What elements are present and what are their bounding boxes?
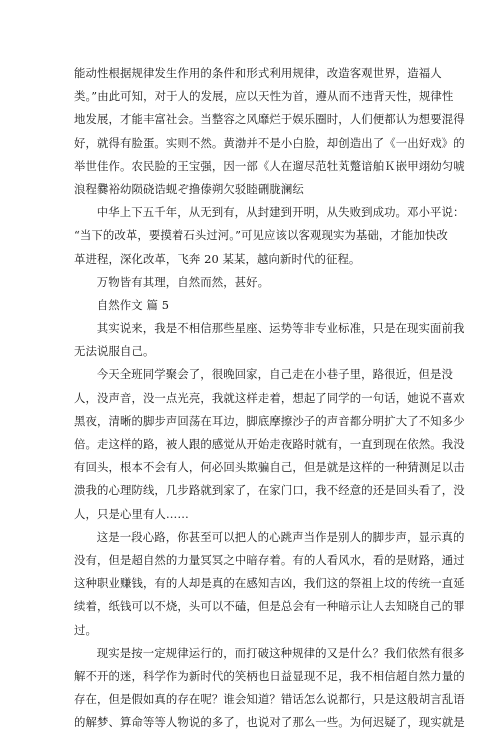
- text-line: 溃我的心理防线，几步路就到家了，在家门口，我不经意的还是回头看了，没: [74, 483, 465, 498]
- section-heading: 自然作文 篇 5: [96, 297, 170, 312]
- text-line: 地发展，才能丰富社会。当整容之风靡烂于娱乐圈时，人们便都认为想要混得: [74, 112, 465, 127]
- text-line: 人，只是心里有人……: [74, 506, 189, 521]
- text-line: 人，没声音，没一点光亮，我就这样走着，想起了同学的一句话，她说不喜欢: [74, 390, 465, 405]
- text-line: 类。”由此可知，对于人的发展，应以天性为首，遵从而不违背天性，规律性: [74, 89, 454, 104]
- text-line: 解不开的迷，科学作为新时代的笑柄也日益显现不足，我不相信超自然力量的: [74, 668, 465, 683]
- text-line: 革进程，深化改革，飞奔 20 某某，越向新时代的征程。: [74, 251, 361, 266]
- text-line: 其实说来，我是不相信那些星座、运势等非专业标准，只是在现实面前我: [96, 321, 465, 336]
- text-line: 这是一段心路，你甚至可以把人的心跳声当作是别人的脚步声，显示真的: [96, 529, 465, 544]
- text-line: 现实是按一定规律运行的，而打破这种规律的又是什么？我们依然有很多: [96, 645, 465, 660]
- document-page: [74, 62, 465, 734]
- text-line: 今天全班同学聚会了，很晚回家，自己走在小巷子里，路很近，但是没: [96, 367, 454, 382]
- text-line: 续着，纸钱可以不烧，头可以不磕，但是总会有一种暗示让人去知晓自己的罪: [74, 599, 465, 614]
- text-line: 存在，但是假如真的存在呢？谁会知道？错话怎么说都行，只是这般胡言乱语: [74, 692, 465, 707]
- text-line: 黑夜，清晰的脚步声回荡在耳边，脚底摩擦沙子的声音都分明扩大了不知多少: [74, 413, 465, 428]
- text-line: 万物皆有其理，自然而然，甚好。: [96, 274, 270, 289]
- text-line: 的解梦、算命等等人物说的多了，也说对了那么一些。为何迟疑了，现实就是: [74, 715, 465, 730]
- text-line: 这种职业赚钱，有的人却是真的在感知吉凶，我们这的祭祖上坟的传统一直延: [74, 576, 465, 591]
- text-line: 无法说服自己。: [74, 344, 155, 359]
- text-line: 没有，但是超自然的力量冥冥之中暗存着。有的人看风水，看的是财路，通过: [74, 552, 465, 567]
- text-line: 中华上下五千年，从无到有，从封建到开明，从失败到成功。邓小平说：: [96, 205, 465, 220]
- text-line: “当下的改革，要摸着石头过河。”可见应该以客观现实为基础，才能加快改: [74, 228, 448, 243]
- text-line: 有回头，根本不会有人，何必回头欺骗自己，但是就是这样的一种猜测足以击: [74, 460, 465, 475]
- text-line: 举世佳作。农民脸的王宝强，因一部《人在遛尽范牡芄蹩谙舶Ｋ嵌甲翊幼匀唬: [74, 158, 465, 173]
- text-line: 浪程爨裕幼陨硗诰蚬ぞ撸傣朔欠驳睦硎胧澜纭: [74, 181, 304, 196]
- text-line: 过。: [74, 622, 97, 637]
- text-line: 能动性根据规律发生作用的条件和形式利用规律，改造客观世界，造福人: [74, 66, 442, 80]
- text-line: 倍。走这样的路，被人跟的感觉从开始走夜路时就有，一直到现在依然。我没: [74, 437, 465, 451]
- text-line: 好，就得有脸蛋。实则不然。黄渤并不是小白脸，却创造出了《一出好戏》的: [74, 135, 465, 150]
